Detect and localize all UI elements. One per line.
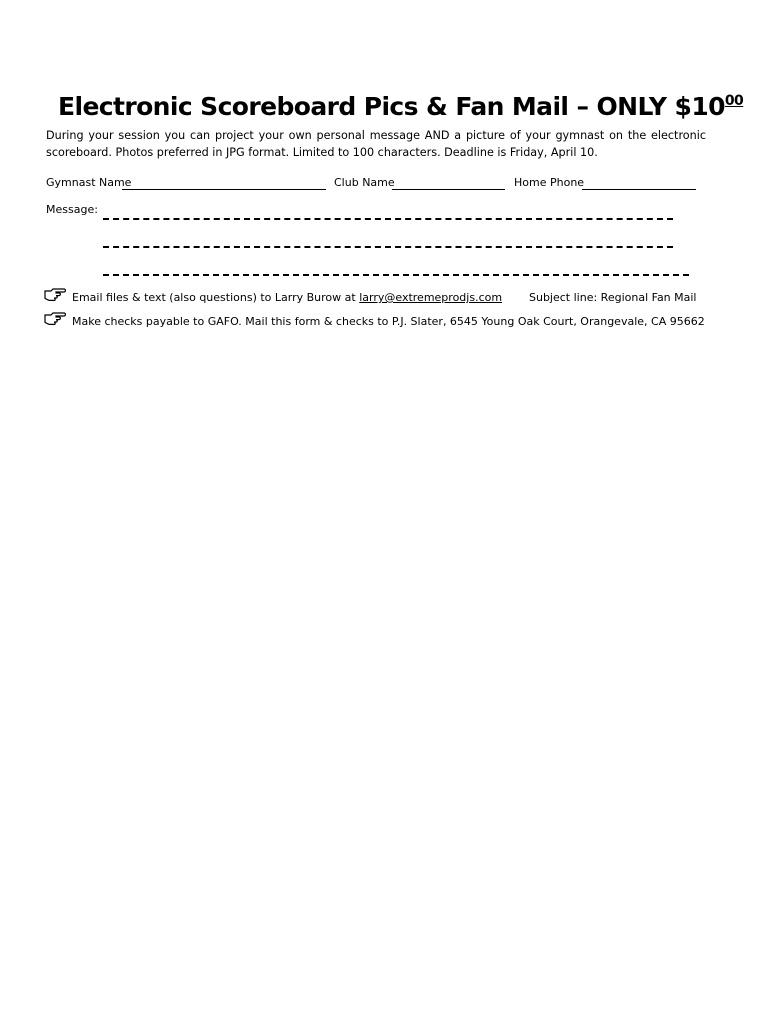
info-fields: [46, 173, 706, 193]
email-link[interactable]: larry@extremeprodjs.com: [359, 291, 503, 304]
message-line-2[interactable]: [103, 246, 673, 248]
checks-text: Make checks payable to GAFO. Mail this form & checks to P.J. Slater, 6545 Young Oak Court, Orangevale, CA 95662: [72, 315, 705, 328]
message-line-1[interactable]: [103, 218, 673, 220]
pointing-hand-icon: [44, 311, 66, 325]
message-label: Message:: [46, 203, 98, 216]
gymnast-name-field[interactable]: [122, 189, 326, 190]
intro-line-2: scoreboard. Photos preferred in JPG format. Limited to 100 characters. Deadline is Friday, April 10.: [46, 146, 598, 159]
intro-line-1: During your session you can project your own personal message AND a picture of your gymnast on the electronic: [46, 129, 706, 142]
page-title: [58, 92, 744, 121]
home-phone-label: Home Phone: [514, 176, 585, 189]
message-line-3[interactable]: [103, 274, 689, 276]
club-name-field[interactable]: [392, 189, 505, 190]
email-text: [72, 291, 502, 304]
title-text: Electronic Scoreboard Pics & Fan Mail – ONLY $10: [58, 92, 725, 121]
club-name-label: Club Name: [334, 176, 395, 189]
gymnast-name-label: Gymnast Name: [46, 176, 132, 189]
email-prefix: Email files & text (also questions) to Larry Burow at: [72, 291, 356, 304]
pointing-hand-icon: [44, 287, 66, 301]
subject-line: Subject line: Regional Fan Mail: [529, 291, 697, 304]
title-cents: 00: [724, 93, 744, 109]
intro-paragraph: [46, 127, 706, 161]
home-phone-field[interactable]: [582, 189, 696, 190]
